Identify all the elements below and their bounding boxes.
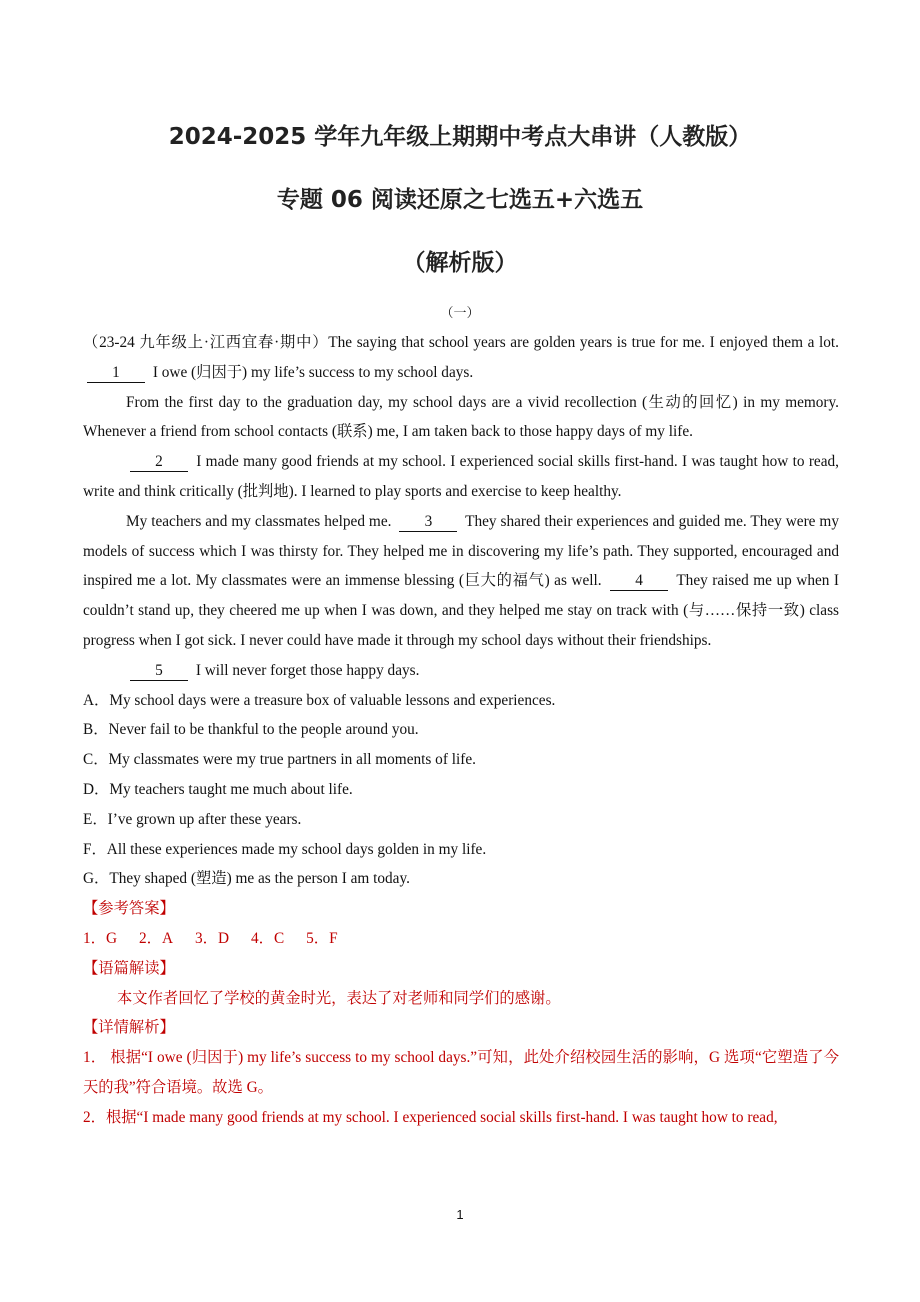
summary-heading: 【语篇解读】	[83, 959, 175, 977]
option-c: C．My classmates were my true partners in all moments of life.	[83, 751, 476, 769]
option-f: F．All these experiences made my school days golden in my life.	[83, 840, 487, 858]
blank-2: 2	[130, 453, 188, 472]
blank-1: 1	[87, 364, 145, 383]
passage-paragraph-4	[83, 507, 839, 656]
paragraph-text: They raised me up when I couldn’t stand up, they cheered me up when I was down, and they helped me stay on track with (与……保持一致) class progress when I got sick. I never could have made it through my school days without their friendships.	[83, 572, 840, 649]
answer-heading: 【参考答案】	[83, 900, 175, 918]
answer-5: 5．F	[306, 929, 338, 947]
page-number: 1	[456, 1207, 464, 1222]
answer-1: 1．G	[83, 929, 117, 947]
answer-3: 3．D	[195, 929, 229, 947]
answer-2: 2．A	[139, 929, 173, 947]
option-a: A．My school days were a treasure box of valuable lessons and experiences.	[83, 691, 556, 709]
answer-list	[83, 924, 839, 954]
blank-4: 4	[610, 572, 668, 591]
detail-heading: 【详情解析】	[83, 1019, 175, 1037]
paragraph-text: They shared their experiences and guided me. They were my models of success which I was thirsty for. They helped me in discovering my life’s path. They supported, encouraged and inspired me a lot. My classmates were an immense blessing (巨大的福气) as well.	[83, 512, 839, 590]
version-label: （解析版）	[402, 250, 518, 276]
option-e: E．I’ve grown up after these years.	[83, 810, 302, 828]
topic-title: 专题 06 阅读还原之七选五+六选五	[276, 187, 644, 213]
blank-3: 3	[399, 513, 457, 532]
blank-5: 5	[130, 662, 188, 681]
detail-1: 1． 根据“I owe (归因于) my life’s success to my school days.”可知，此处介绍校园生活的影响，G 选项“它塑造了今天的我”符合语境。故选 G。	[83, 1049, 839, 1096]
option-d: D．My teachers taught me much about life.	[83, 780, 353, 798]
option-b: B．Never fail to be thankful to the people around you.	[83, 721, 419, 739]
document-title: 2024-2025 学年九年级上期期中考点大串讲（人教版）	[168, 124, 752, 150]
paragraph-text: （23-24 九年级上·江西宜春·期中）The saying that school years are golden years is true for me. I enjoyed them a lot.	[83, 334, 839, 351]
document-body	[83, 328, 839, 1133]
paragraph-text: My teachers and my classmates helped me.	[126, 512, 392, 530]
passage-paragraph-5	[83, 656, 839, 686]
paragraph-text: I owe (归因于) my life’s success to my school days.	[152, 363, 474, 381]
paragraph-text: I made many good friends at my school. I experienced social skills first-hand. I was taught how to read, write and think critically (批判地). I learned to play sports and exercise to keep healthy.	[83, 453, 839, 500]
option-g: G．They shaped (塑造) me as the person I am today.	[83, 870, 410, 888]
passage-paragraph-1	[83, 328, 839, 388]
answer-4: 4．C	[251, 929, 285, 947]
passage-paragraph-2: From the first day to the graduation day, my school days are a vivid recollection (生动的回忆) in my memory. Whenever a friend from school contacts (联系) me, I am taken back to those happy days of my life.	[83, 393, 839, 441]
detail-2: 2．根据“I made many good friends at my school. I experienced social skills first-hand. I was taught how to read,	[83, 1108, 778, 1126]
paragraph-text: I will never forget those happy days.	[195, 661, 420, 679]
section-label: （一）	[440, 305, 480, 320]
summary-text: 本文作者回忆了学校的黄金时光，表达了对老师和同学们的感谢。	[117, 989, 561, 1007]
passage-paragraph-3	[83, 447, 839, 507]
